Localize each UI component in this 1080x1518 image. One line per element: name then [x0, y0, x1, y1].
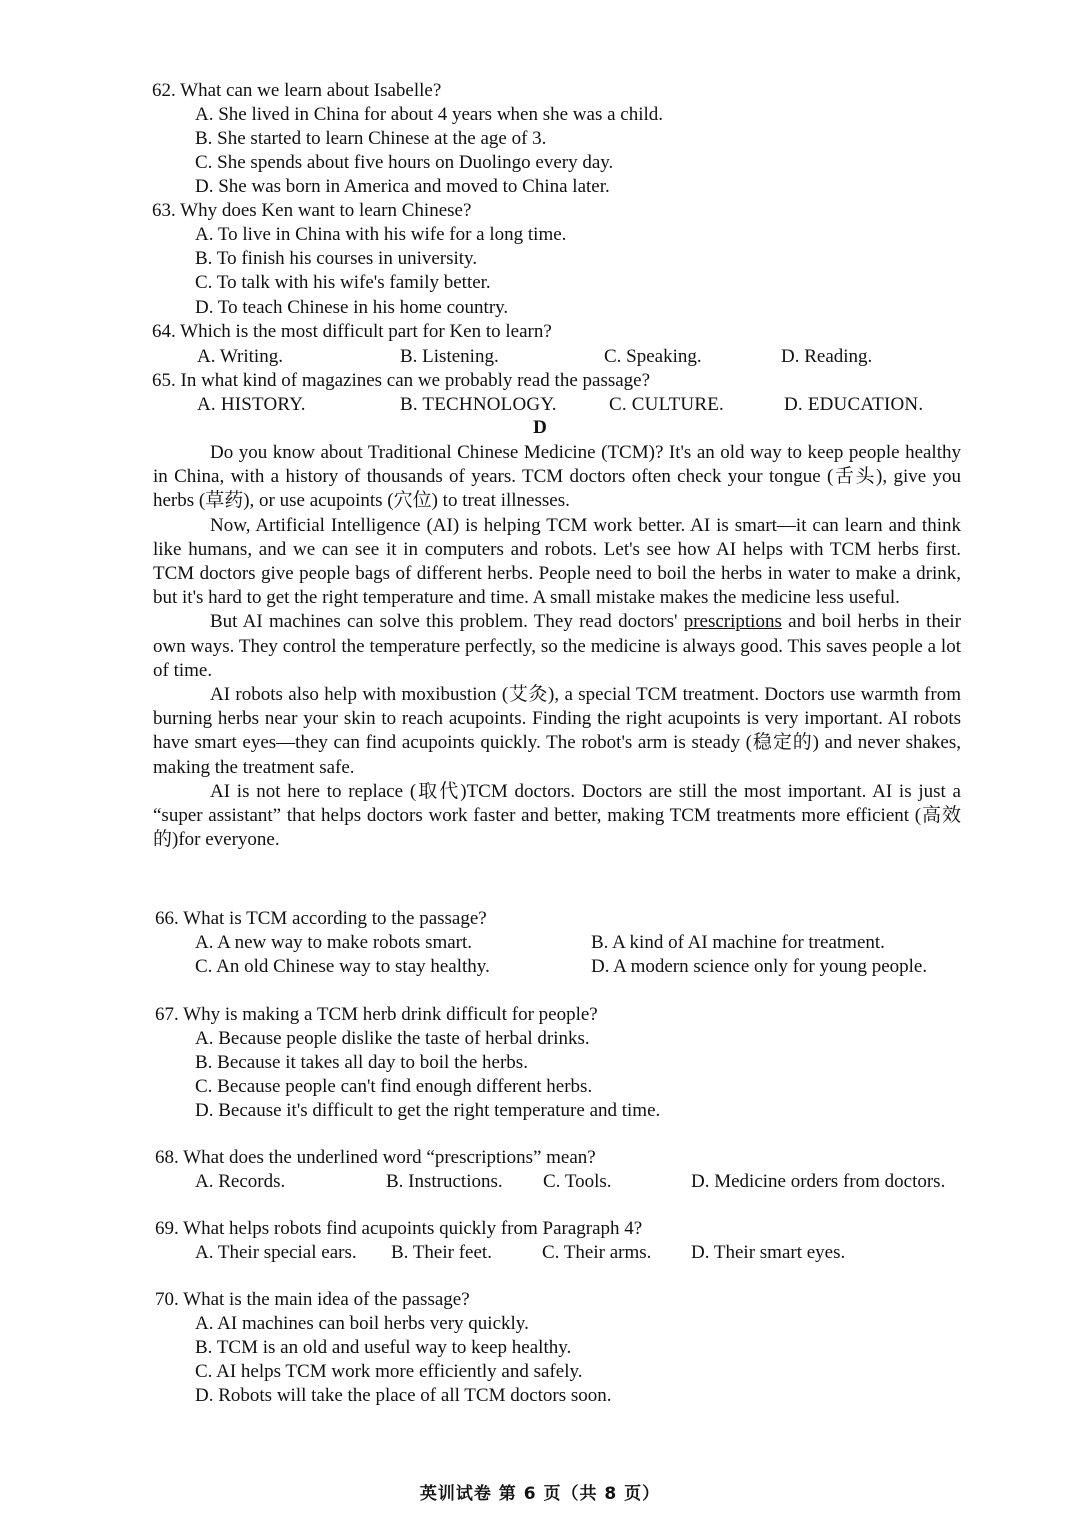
question-62-option-c: C. She spends about five hours on Duolingo every day. — [195, 152, 614, 173]
question-70-option-c: C. AI helps TCM work more efficiently and safely. — [195, 1361, 583, 1382]
passage-paragraph-5: AI is not here to replace (取代)TCM doctors. Doctors are still the most important. AI is just a “super assistant” that helps doctors work faster and better, making TCM treatments more efficient (高效的)for everyone. — [153, 780, 961, 851]
question-69-option-c: C. Their arms. — [542, 1242, 652, 1263]
question-64-option-a: A. Writing. — [197, 346, 283, 367]
passage-paragraph-4: AI robots also help with moxibustion (艾灸), a special TCM treatment. Doctors use warmth from burning herbs near your skin to reach acupoints. Finding the right acupoints is very important. AI robots have smart eyes—they can find acupoints quickly. The robot's arm is steady (稳定的) and never shakes, making the treatment safe. — [153, 684, 961, 778]
question-67-option-d: D. Because it's difficult to get the right temperature and time. — [195, 1100, 661, 1121]
question-66-option-a: A. A new way to make robots smart. — [195, 932, 473, 953]
paragraph-3-text-start: But AI machines can solve this problem. They read doctors' — [210, 611, 684, 633]
question-68-stem: 68. What does the underlined word “prescriptions” mean? — [155, 1147, 596, 1168]
question-68-option-b: B. Instructions. — [386, 1171, 503, 1192]
paragraph-3-text-end: and boil herbs in their own ways. They control the temperature perfectly, so the medicine is always good. This saves people a lot of time. — [153, 611, 961, 681]
question-66-option-d: D. A modern science only for young people. — [591, 956, 928, 977]
question-67-option-a: A. Because people dislike the taste of herbal drinks. — [195, 1028, 590, 1049]
question-65-option-c: C. CULTURE. — [609, 394, 724, 415]
question-63-option-a: A. To live in China with his wife for a long time. — [195, 224, 567, 245]
question-64-option-c: C. Speaking. — [604, 346, 702, 367]
question-62-option-b: B. She started to learn Chinese at the age of 3. — [195, 128, 547, 149]
question-70-option-d: D. Robots will take the place of all TCM doctors soon. — [195, 1385, 612, 1406]
question-65-option-b: B. TECHNOLOGY. — [400, 394, 557, 415]
question-67-option-c: C. Because people can't find enough different herbs. — [195, 1076, 593, 1097]
question-70-option-b: B. TCM is an old and useful way to keep healthy. — [195, 1337, 572, 1358]
question-68-option-a: A. Records. — [195, 1171, 286, 1192]
question-67-stem: 67. Why is making a TCM herb drink difficult for people? — [155, 1004, 598, 1025]
question-66-option-b: B. A kind of AI machine for treatment. — [591, 932, 885, 953]
underlined-word: prescriptions — [683, 611, 782, 633]
question-69-option-b: B. Their feet. — [391, 1242, 492, 1263]
question-62-stem: 62. What can we learn about Isabelle? — [152, 80, 442, 101]
question-70-option-a: A. AI machines can boil herbs very quickly. — [195, 1313, 529, 1334]
section-title: D — [533, 417, 547, 438]
question-62-option-a: A. She lived in China for about 4 years when she was a child. — [195, 104, 664, 125]
question-63-option-d: D. To teach Chinese in his home country. — [195, 297, 509, 318]
page-footer: 英训试卷 第 6 页（共 8 页） — [419, 1484, 661, 1504]
question-63-option-c: C. To talk with his wife's family better. — [195, 272, 491, 293]
question-70-stem: 70. What is the main idea of the passage? — [155, 1289, 470, 1310]
question-64-option-d: D. Reading. — [781, 346, 873, 367]
question-65-option-a: A. HISTORY. — [197, 394, 306, 415]
question-68-option-d: D. Medicine orders from doctors. — [691, 1171, 946, 1192]
question-64-stem: 64. Which is the most difficult part for Ken to learn? — [152, 321, 552, 342]
question-62-option-d: D. She was born in America and moved to China later. — [195, 176, 610, 197]
passage-paragraph-3 — [153, 610, 961, 683]
reading-passage — [153, 441, 961, 852]
question-66-option-c: C. An old Chinese way to stay healthy. — [195, 956, 490, 977]
passage-paragraph-2: Now, Artificial Intelligence (AI) is helping TCM work better. AI is smart—it can learn and think like humans, and we can see it in computers and robots. Let's see how AI helps with TCM herbs first. TCM doctors give people bags of different herbs. People need to boil the herbs in water to make a drink, but it's hard to get the right temperature and time. A small mistake makes the medicine less useful. — [153, 514, 961, 609]
question-66-stem: 66. What is TCM according to the passage? — [155, 908, 487, 929]
question-69-stem: 69. What helps robots find acupoints quickly from Paragraph 4? — [155, 1218, 643, 1239]
question-67-option-b: B. Because it takes all day to boil the herbs. — [195, 1052, 528, 1073]
question-65-option-d: D. EDUCATION. — [784, 394, 924, 415]
question-68-option-c: C. Tools. — [543, 1171, 612, 1192]
question-64-option-b: B. Listening. — [400, 346, 499, 367]
question-63-option-b: B. To finish his courses in university. — [195, 248, 478, 269]
question-69-option-a: A. Their special ears. — [195, 1242, 357, 1263]
question-63-stem: 63. Why does Ken want to learn Chinese? — [152, 200, 472, 221]
passage-paragraph-1: Do you know about Traditional Chinese Medicine (TCM)? It's an old way to keep people healthy in China, with a history of thousands of years. TCM doctors often check your tongue (舌头), give you herbs (草药), or use acupoints (穴位) to treat illnesses. — [153, 442, 961, 512]
question-69-option-d: D. Their smart eyes. — [691, 1242, 846, 1263]
question-65-stem: 65. In what kind of magazines can we probably read the passage? — [152, 370, 651, 391]
